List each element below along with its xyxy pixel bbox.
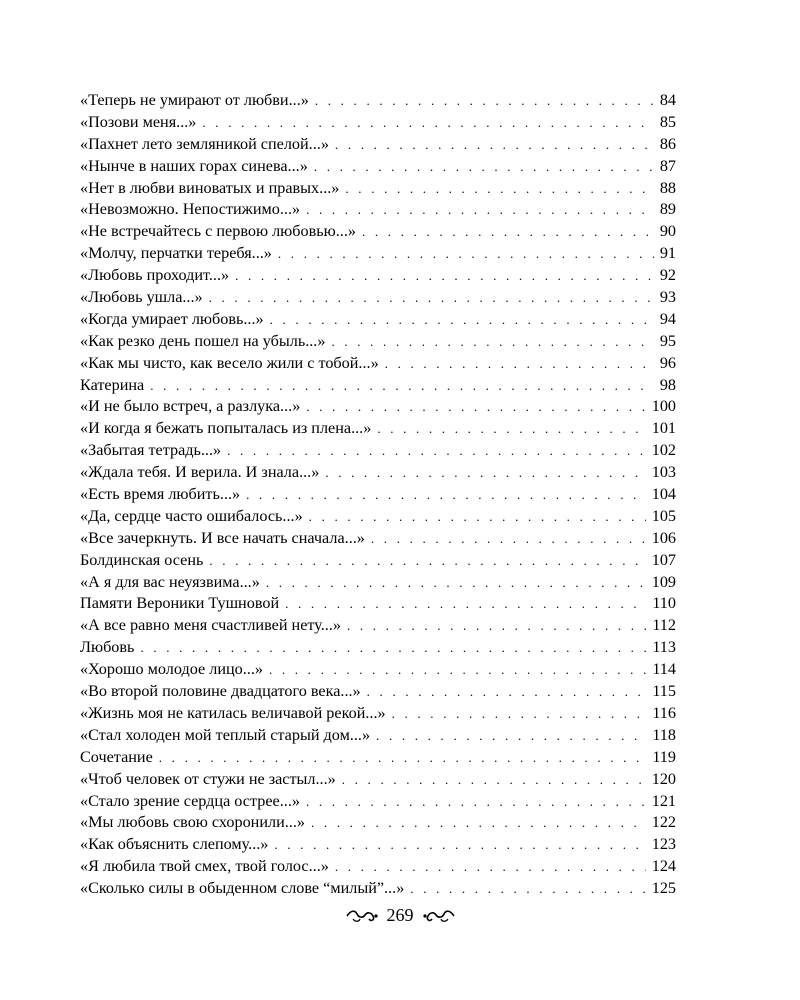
toc-entry-page: 88 xyxy=(659,178,676,197)
toc-entry-title: «Как объяснить слепому...» xyxy=(80,835,269,854)
toc-entry-page: 85 xyxy=(659,112,676,131)
dot-leader xyxy=(274,834,645,856)
toc-entry xyxy=(80,353,676,375)
toc-entry-page: 116 xyxy=(652,703,676,722)
dot-leader xyxy=(306,199,654,221)
toc-entry xyxy=(80,156,676,178)
toc-entry-page: 107 xyxy=(651,550,676,569)
dot-leader xyxy=(335,134,654,156)
toc-entry-title: «Да, сердце часто ошибалось...» xyxy=(80,506,303,525)
dot-leader xyxy=(377,418,645,440)
toc-entry xyxy=(80,834,676,856)
dot-leader xyxy=(392,703,647,725)
toc-entry-page: 113 xyxy=(652,638,676,657)
toc-entry xyxy=(80,725,676,747)
dot-leader xyxy=(159,747,647,769)
toc-entry-page: 94 xyxy=(659,309,676,328)
dot-leader xyxy=(347,615,646,637)
toc-entry-title: «А я для вас неуязвима...» xyxy=(80,572,260,591)
dot-leader xyxy=(371,528,646,550)
toc-entry-page: 102 xyxy=(651,441,676,460)
dot-leader xyxy=(285,593,646,615)
toc-entry-title: «Стало зрение сердца острее...» xyxy=(80,791,300,810)
toc-entry xyxy=(80,812,676,834)
toc-entry-page: 98 xyxy=(659,375,676,394)
toc-entry-title: «Забытая тетрадь...» xyxy=(80,441,222,460)
dot-leader xyxy=(209,287,654,309)
toc-entry xyxy=(80,134,676,156)
toc-entry-title: «Любовь проходит...» xyxy=(80,266,230,285)
dot-leader xyxy=(367,681,647,703)
page-number-footer xyxy=(0,905,800,926)
toc-entry xyxy=(80,484,676,506)
toc-entry-page: 114 xyxy=(652,660,676,679)
toc-entry-page: 122 xyxy=(651,813,676,832)
toc-entry xyxy=(80,769,676,791)
toc-entry-page: 95 xyxy=(659,331,676,350)
toc-entry xyxy=(80,90,676,112)
toc-entry-page: 120 xyxy=(651,769,676,788)
dot-leader xyxy=(309,506,646,528)
toc-entry-title: «Нет в любви виноватых и правых...» xyxy=(80,178,340,197)
toc-entry xyxy=(80,550,676,572)
toc-entry xyxy=(80,462,676,484)
toc-entry xyxy=(80,440,676,462)
toc-entry xyxy=(80,309,676,331)
toc-entry xyxy=(80,659,676,681)
dot-leader xyxy=(345,178,653,200)
toc-entry-title: «Во второй половине двадцатого века...» xyxy=(80,682,361,701)
toc-entry-page: 125 xyxy=(651,879,676,898)
toc-entry xyxy=(80,593,676,615)
dot-leader xyxy=(150,375,654,397)
toc-entry-page: 105 xyxy=(651,506,676,525)
toc-entry-page: 103 xyxy=(651,463,676,482)
toc-entry-title: «Нынче в наших горах синева...» xyxy=(80,156,308,175)
toc-entry-page: 112 xyxy=(652,616,676,635)
right-ornament-icon xyxy=(422,907,456,925)
toc-entry-title: «Все зачеркнуть. И все начать сначала...» xyxy=(80,528,365,547)
dot-leader xyxy=(266,572,646,594)
toc-entry xyxy=(80,112,676,134)
dot-leader xyxy=(246,484,646,506)
dot-leader xyxy=(306,396,645,418)
dot-leader xyxy=(362,221,654,243)
dot-leader xyxy=(227,440,646,462)
dot-leader xyxy=(385,353,654,375)
toc-entry-title: «Когда умирает любовь...» xyxy=(80,309,264,328)
toc-entry xyxy=(80,375,676,397)
dot-leader xyxy=(269,659,646,681)
dot-leader xyxy=(335,856,646,878)
toc-entry-title: «Не встречайтесь с первою любовью...» xyxy=(80,222,356,241)
toc-entry xyxy=(80,199,676,221)
toc-entry xyxy=(80,878,676,900)
page-number: 269 xyxy=(386,905,414,925)
toc-entry-title: «Любовь ушла...» xyxy=(80,288,203,307)
toc-entry-title: «Теперь не умирают от любви...» xyxy=(80,91,309,109)
toc-entry-page: 93 xyxy=(659,288,676,307)
toc-entry-title: «Мы любовь свою схоронили...» xyxy=(80,813,305,832)
toc-entry xyxy=(80,265,676,287)
toc-entry-title: «Как резко день пошел на убыль...» xyxy=(80,331,326,350)
toc-entry-title: Катерина xyxy=(80,375,145,394)
dot-leader xyxy=(209,550,645,572)
toc-entry xyxy=(80,243,676,265)
dot-leader xyxy=(331,331,653,353)
toc-entry-title: «Стал холоден мой теплый старый дом...» xyxy=(80,725,371,744)
dot-leader xyxy=(342,769,646,791)
toc-entry-title: «И когда я бежать попыталась из плена...» xyxy=(80,419,372,438)
toc-entry-title: «И не было встреч, а разлука...» xyxy=(80,397,301,416)
toc-entry-page: 119 xyxy=(652,747,676,766)
dot-leader xyxy=(278,243,654,265)
toc-entry-title: «Я любила твой смех, твой голос...» xyxy=(80,857,329,876)
toc-entry xyxy=(80,703,676,725)
toc-entry xyxy=(80,418,676,440)
toc-entry-title: «Позови меня...» xyxy=(80,112,197,131)
toc-entry xyxy=(80,747,676,769)
toc-entry-title: «Сколько силы в обыденном слове “милый”...» xyxy=(80,879,405,898)
toc-entry-page: 121 xyxy=(651,791,676,810)
toc-entry-page: 84 xyxy=(659,91,676,109)
toc-entry xyxy=(80,221,676,243)
toc-entry-page: 101 xyxy=(651,419,676,438)
dot-leader xyxy=(314,156,654,178)
dot-leader xyxy=(140,637,646,659)
toc-entry-page: 92 xyxy=(659,266,676,285)
toc-entry xyxy=(80,178,676,200)
dot-leader xyxy=(270,309,654,331)
toc-entry-page: 89 xyxy=(659,200,676,219)
toc-entry-page: 90 xyxy=(659,222,676,241)
toc-entry xyxy=(80,615,676,637)
toc-entry-page: 87 xyxy=(659,156,676,175)
toc-entry xyxy=(80,572,676,594)
toc-entry-page: 115 xyxy=(652,682,676,701)
toc-entry-page: 100 xyxy=(651,397,676,416)
dot-leader xyxy=(376,725,646,747)
toc-entry-page: 109 xyxy=(651,572,676,591)
dot-leader xyxy=(315,90,654,112)
toc-entry-page: 118 xyxy=(652,725,676,744)
dot-leader xyxy=(325,462,645,484)
toc-entry-page: 110 xyxy=(652,594,676,613)
toc-entry-page: 123 xyxy=(651,835,676,854)
toc-entry-title: «Хорошо молодое лицо...» xyxy=(80,660,263,679)
toc-entry-title: Болдинская осень xyxy=(80,550,204,569)
toc-entry-title: «Пахнет лето земляникой спелой...» xyxy=(80,134,329,153)
toc-entry-title: «Как мы чисто, как весело жили с тобой...» xyxy=(80,353,379,372)
table-of-contents xyxy=(80,90,676,900)
left-ornament-icon xyxy=(345,907,379,925)
toc-entry-title: Памяти Вероники Тушновой xyxy=(80,594,280,613)
toc-entry-title: «Невозможно. Непостижимо...» xyxy=(80,200,301,219)
toc-entry-title: «Чтоб человек от стужи не застыл...» xyxy=(80,769,336,788)
toc-entry-page: 86 xyxy=(659,134,676,153)
toc-entry xyxy=(80,681,676,703)
toc-entry xyxy=(80,528,676,550)
toc-entry-page: 124 xyxy=(651,857,676,876)
toc-entry-page: 104 xyxy=(651,485,676,504)
toc-entry xyxy=(80,791,676,813)
toc-entry-title: «Есть время любить...» xyxy=(80,485,241,504)
dot-leader xyxy=(202,112,653,134)
toc-entry xyxy=(80,637,676,659)
dot-leader xyxy=(410,878,645,900)
toc-entry xyxy=(80,396,676,418)
toc-entry-title: Сочетание xyxy=(80,747,153,766)
toc-entry-title: «А все равно меня счастливей нету...» xyxy=(80,616,341,635)
toc-entry-title: «Ждала тебя. И верила. И знала...» xyxy=(80,463,320,482)
toc-entry-page: 106 xyxy=(651,528,676,547)
toc-entry-title: Любовь xyxy=(80,638,135,657)
toc-entry xyxy=(80,506,676,528)
toc-entry xyxy=(80,856,676,878)
toc-entry xyxy=(80,287,676,309)
dot-leader xyxy=(235,265,654,287)
toc-entry xyxy=(80,331,676,353)
dot-leader xyxy=(311,812,646,834)
toc-entry-page: 96 xyxy=(659,353,676,372)
toc-entry-title: «Молчу, перчатки теребя...» xyxy=(80,244,272,263)
toc-entry-title: «Жизнь моя не катилась величавой рекой...» xyxy=(80,703,386,722)
toc-entry-page: 91 xyxy=(659,244,676,263)
dot-leader xyxy=(306,791,646,813)
